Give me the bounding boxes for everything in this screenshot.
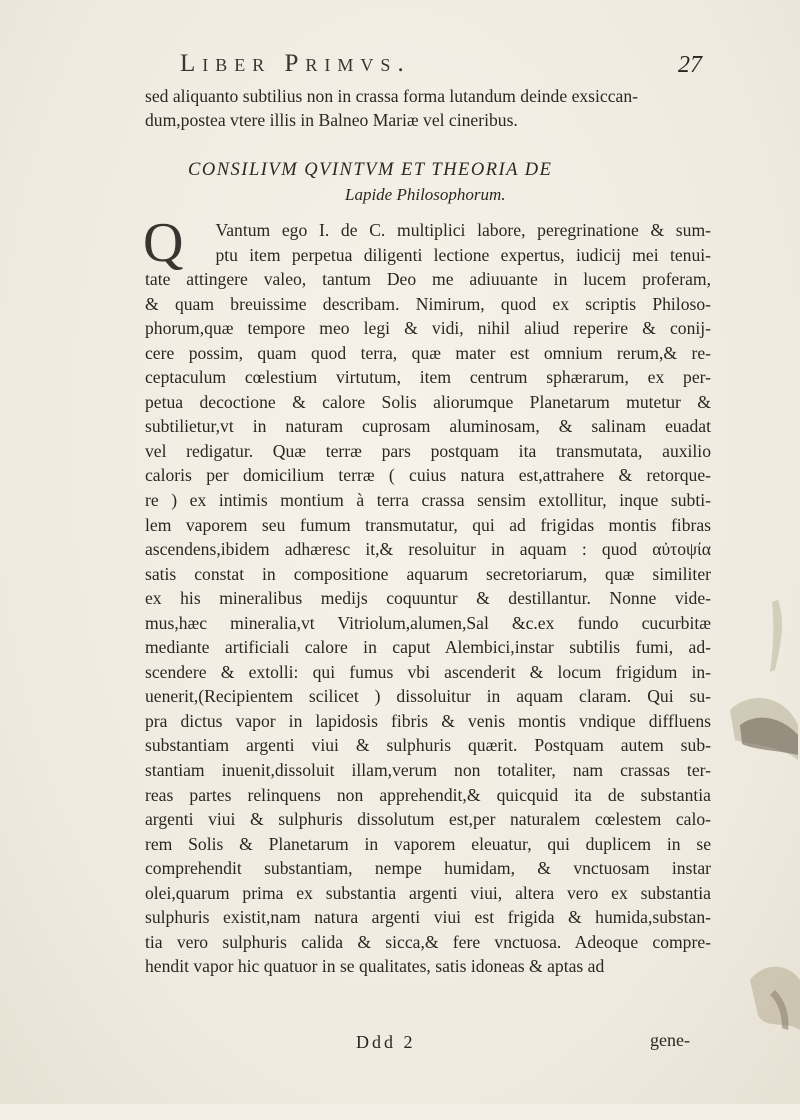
text-line: caloris per domicilium terræ ( cuius natura est,attrahere & retorque- — [145, 465, 711, 486]
text-line: subtilietur,vt in naturam cuprosam aluminosam, & salinam euadat — [145, 416, 711, 437]
text-line: sed aliquanto subtilius non in crassa forma lutandum deinde exsiccan- — [145, 86, 638, 106]
text-line: dum,postea vtere illis in Balneo Mariæ vel cineribus. — [145, 110, 518, 131]
section-subtitle: Lapide Philosophorum. — [345, 185, 506, 204]
text-line: comprehendit substantiam, nempe humidam, & vnctuosam instar — [145, 858, 711, 879]
intro-paragraph — [145, 84, 707, 132]
text-line: olei,quarum prima ex substantia argenti viui, altera vero ex substantia — [145, 882, 711, 903]
text-line: mediante artificiali calore in caput Alembici,instar subtilis fumi, ad- — [145, 637, 711, 658]
text-line: pra dictus vapor in lapidosis fibris & venis montis vndique diffluens — [145, 710, 711, 731]
text-line: hendit vapor hic quatuor in se qualitates, satis idoneas & aptas ad — [145, 956, 605, 977]
text-line: reas partes relinquens non apprehendit,& quicquid ita de substantia — [145, 784, 711, 805]
text-line: ascendens,ibidem adhæresc it,& resoluitur in aquam : quod αὐτοψία — [145, 539, 711, 560]
text-line: argenti viui & sulphuris dissolutum est,per naturalem cœlestem calo- — [145, 809, 711, 830]
text-line: stantiam inuenit,dissoluit illam,verum non totaliter, nam crassas ter- — [145, 760, 711, 781]
text-line: petua decoctione & calore Solis aliorumque Planetarum mutetur & — [145, 391, 711, 412]
page-header — [140, 50, 700, 86]
text-line: ex his mineralibus medijs coquuntur & destillantur. Nonne vide- — [145, 588, 711, 609]
text-line: phorum,quæ tempore meo legi & vidi, nihil aliud reperire & conij- — [145, 318, 711, 339]
catchword: gene- — [650, 1030, 690, 1050]
text-line: mus,hæc mineralia,vt Vitriolum,alumen,Sal &c.ex fundo cucurbitæ — [145, 612, 711, 633]
text-line: tate attingere valeo, tantum Deo me adiuuante in lucem proferam, — [145, 269, 711, 290]
text-line: substantiam argenti viui & sulphuris quærit. Postquam autem sub- — [145, 735, 711, 756]
margin-stain-ornament — [690, 560, 800, 1120]
main-paragraph — [143, 212, 711, 979]
section-title: CONSILIVM QVINTVM ET THEORIA DE — [188, 160, 553, 180]
text-line: cere possim, quam quod terra, quæ mater est omnium rerum,& re- — [145, 342, 711, 363]
running-title: Liber Primvs. — [180, 50, 411, 77]
signature-mark: Ddd 2 — [356, 1032, 416, 1052]
text-line: sulphuris existit,nam natura argenti viui est frigida & humida,substan- — [145, 907, 711, 928]
page-number: 27 — [678, 52, 702, 78]
text-line: Vantum ego I. de C. multiplici labore, peregrinatione & sum- — [215, 220, 711, 240]
text-line: vel redigatur. Quæ terræ pars postquam ita transmutata, auxilio — [145, 440, 711, 461]
text-line: satis constat in compositione aquarum secretoriarum, quæ similiter — [145, 563, 711, 584]
text-line: ptu item perpetua diligenti lectione expertus, iudicij mei tenui- — [215, 244, 711, 265]
text-line: tia vero sulphuris calida & sicca,& fere vnctuosa. Adeoque compre- — [145, 931, 711, 952]
drop-cap: Q — [143, 212, 184, 274]
text-line: re ) ex intimis montium à terra crassa sensim extollitur, inque subti- — [145, 490, 711, 511]
text-line: rem Solis & Planetarum in vaporem eleuatur, qui duplicem in se — [145, 833, 711, 854]
text-line: ceptaculum cœlestium virtutum, item centrum sphærarum, ex per- — [145, 367, 711, 388]
text-line: scendere & extolli: qui fumus vbi ascenderit & locum frigidum in- — [145, 661, 711, 682]
text-line: uenerit,(Recipientem scilicet ) dissoluitur in aquam claram. Qui su- — [145, 686, 711, 707]
text-line: & quam breuissime describam. Nimirum, quod ex scriptis Philoso- — [145, 293, 711, 314]
text-line: lem vaporem seu fumum transmutatur, qui ad frigidas montis fibras — [145, 514, 711, 535]
